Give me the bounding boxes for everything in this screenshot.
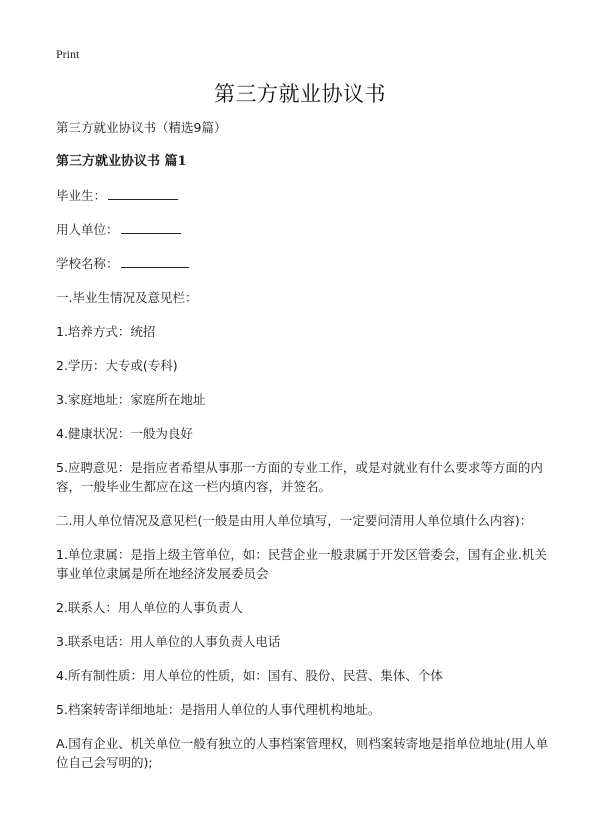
paragraph-affiliation: 1.单位隶属：是指上级主管单位，如：民营企业一般隶属于开发区管委会，国有企业.机关事业单位隶属是所在地经济发展委员会 <box>56 547 547 581</box>
document-subtitle: 第三方就业协议书（精选9篇） <box>56 120 227 135</box>
school-field <box>56 254 556 273</box>
paragraph-health: 4.健康状况：一般为良好 <box>56 426 193 441</box>
document-title: 第三方就业协议书 <box>214 82 386 106</box>
school-label: 学校名称： <box>56 256 119 271</box>
graduate-field <box>56 186 556 205</box>
paragraph-section-two: 二.用人单位情况及意见栏(一般是由用人单位填写，一定要问清用人单位填什么内容)： <box>56 513 533 528</box>
paragraph-phone: 3.联系电话：用人单位的人事负责人电话 <box>56 634 281 649</box>
paragraph-section-one: 一.毕业生情况及意见栏： <box>56 290 198 305</box>
employer-field <box>56 220 556 239</box>
graduate-label: 毕业生： <box>56 188 107 203</box>
print-link[interactable]: Print <box>56 47 80 61</box>
paragraph-home-address: 3.家庭地址：家庭所在地址 <box>56 392 206 407</box>
paragraph-archive-address: 5.档案转寄详细地址：是指用人单位的人事代理机构地址。 <box>56 702 381 717</box>
employer-label: 用人单位： <box>56 222 119 237</box>
graduate-blank-line <box>108 187 178 200</box>
paragraph-archive-note-a: A.国有企业、机关单位一般有独立的人事档案管理权，则档案转寄地是指单位地址(用人单位自己会写明的); <box>56 736 549 770</box>
school-blank-line <box>121 255 189 268</box>
paragraph-ownership: 4.所有制性质：用人单位的性质，如：国有、股份、民营、集体、个体 <box>56 668 443 683</box>
paragraph-education: 2.学历：大专或(专科) <box>56 358 178 373</box>
paragraph-application-opinion: 5.应聘意见：是指应者希望从事那一方面的专业工作，或是对就业有什么要求等方面的内容，一般毕业生都应在这一栏内填内容，并签名。 <box>56 460 543 494</box>
document-body <box>56 118 556 787</box>
section-heading: 第三方就业协议书 篇1 <box>56 154 187 169</box>
paragraph-contact: 2.联系人：用人单位的人事负责人 <box>56 600 243 615</box>
employer-blank-line <box>121 221 181 234</box>
paragraph-training-mode: 1.培养方式：统招 <box>56 324 156 339</box>
